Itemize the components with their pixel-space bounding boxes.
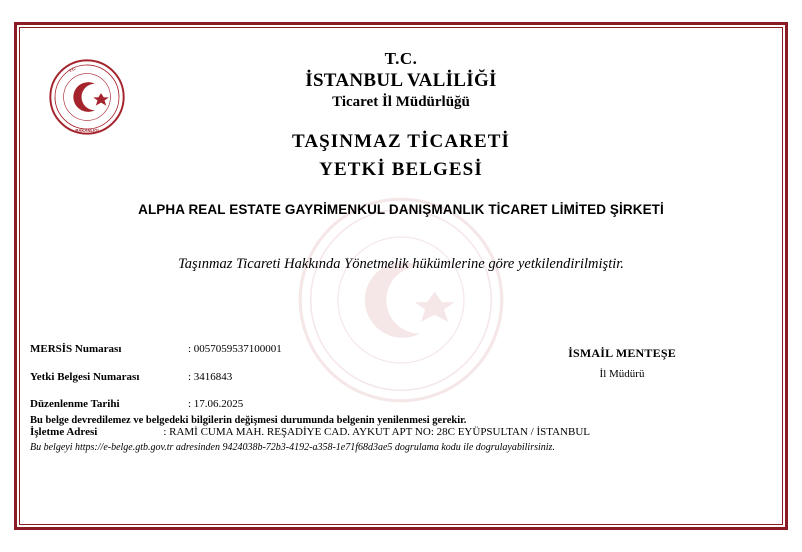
field-value: : 3416843: [188, 370, 233, 383]
table-row: [30, 372, 590, 383]
field-label: Yetki Belgesi Numarası: [30, 370, 140, 383]
table-row: [30, 399, 590, 410]
details-list: [30, 344, 590, 454]
header-line-country: T.C.: [384, 49, 418, 68]
title-line-2: YETKİ BELGESİ: [319, 158, 483, 180]
authorization-statement: Taşınmaz Ticareti Hakkında Yönetmelik hükümlerine göre yetkilendirilmiştir.: [178, 256, 624, 272]
table-row: [30, 344, 590, 355]
field-label: MERSİS Numarası: [30, 343, 122, 355]
field-value: : 0057059537100001: [188, 343, 282, 355]
svg-text:BAKANLIĞI: BAKANLIĞI: [75, 128, 99, 134]
page-title: [24, 128, 778, 183]
header-line-directorate: Ticaret İl Müdürlüğü: [332, 94, 470, 110]
certificate-content: [24, 32, 778, 520]
field-label: Düzenlenme Tarihi: [30, 398, 120, 410]
verification-note: Bu belgeyi https://e-belge.gtb.gov.tr adresinden 9424038b-72b3-4192-a358-1e71f68d3ae5 dogrulama kodu ile dogrulayabilirsiniz.: [30, 442, 555, 453]
signature-block: [522, 346, 722, 380]
svg-text:T.C.: T.C.: [67, 65, 77, 74]
field-value: : 17.06.2025: [188, 398, 244, 410]
header-line-governorate: İSTANBUL VALİLİĞİ: [305, 70, 497, 92]
signatory-name: İSMAİL MENTEŞE: [568, 346, 676, 360]
table-row: [30, 427, 590, 438]
company-name: ALPHA REAL ESTATE GAYRİMENKUL DANIŞMANLIK TİCARET LİMİTED ŞİRKETİ: [138, 202, 664, 217]
signatory-role: İl Müdürü: [599, 368, 645, 380]
field-label: İşletme Adresi: [30, 425, 98, 438]
title-line-1: TAŞINMAZ TİCARETİ: [291, 131, 511, 152]
document-header: [24, 48, 778, 113]
transfer-note: Bu belge devredilemez ve belgedeki bilgilerin değişmesi durumunda belgenin yenilenmesi gerekir.: [30, 415, 467, 426]
field-value: : RAMİ CUMA MAH. REŞADİYE CAD. AYKUT APT NO: 28C EYÜPSULTAN / İSTANBUL: [163, 425, 590, 438]
